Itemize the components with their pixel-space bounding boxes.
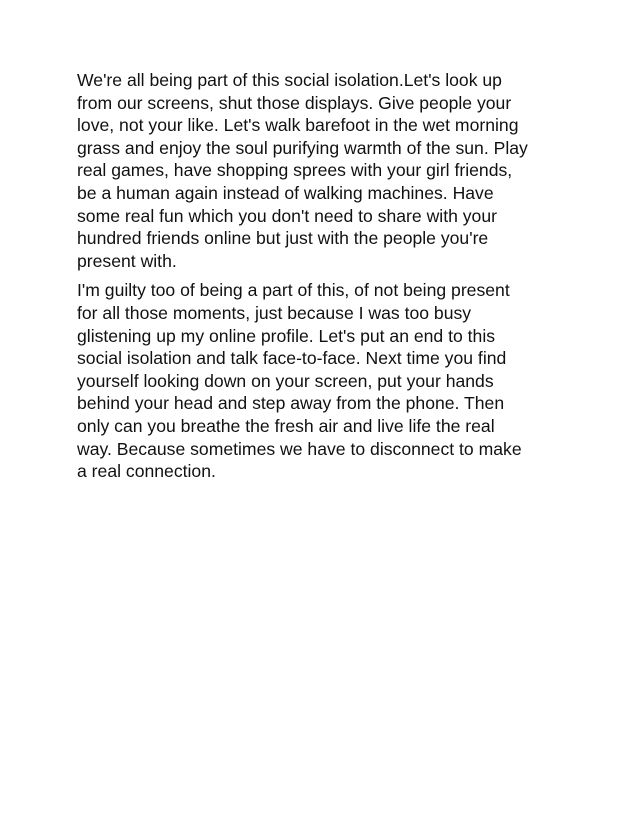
paragraph-line: from our screens, shut those displays. Give people your (77, 92, 512, 113)
paragraph-line: present with. (77, 250, 177, 271)
paragraph-line: We're all being part of this social isolation.Let's look up (77, 70, 502, 90)
paragraph-line: real games, have shopping sprees with your girl friends, (77, 160, 513, 181)
paragraph-line: some real fun which you don't need to share with your (77, 205, 497, 226)
paragraph-2 (77, 279, 577, 482)
paragraph-line: way. Because sometimes we have to disconnect to make (77, 438, 522, 459)
paragraph-1 (77, 69, 577, 272)
paragraph-line: yourself looking down on your screen, put your hands (77, 370, 494, 391)
paragraph-line: only can you breathe the fresh air and live life the real (77, 415, 495, 436)
document-body (77, 69, 577, 483)
paragraph-line: a real connection. (77, 461, 216, 482)
paragraph-line: I'm guilty too of being a part of this, of not being present (77, 280, 510, 301)
paragraph-line: for all those moments, just because I was too busy (77, 302, 472, 323)
paragraph-line: glistening up my online profile. Let's put an end to this (77, 325, 496, 346)
paragraph-line: behind your head and step away from the phone. Then (77, 393, 505, 414)
paragraph-line: social isolation and talk face-to-face. Next time you find (77, 348, 507, 369)
paragraph-line: love, not your like. Let's walk barefoot in the wet morning (77, 115, 519, 136)
paragraph-line: hundred friends online but just with the people you're (77, 228, 489, 249)
paragraph-line: be a human again instead of walking machines. Have (77, 182, 494, 203)
paragraph-line: grass and enjoy the soul purifying warmth of the sun. Play (77, 137, 528, 158)
